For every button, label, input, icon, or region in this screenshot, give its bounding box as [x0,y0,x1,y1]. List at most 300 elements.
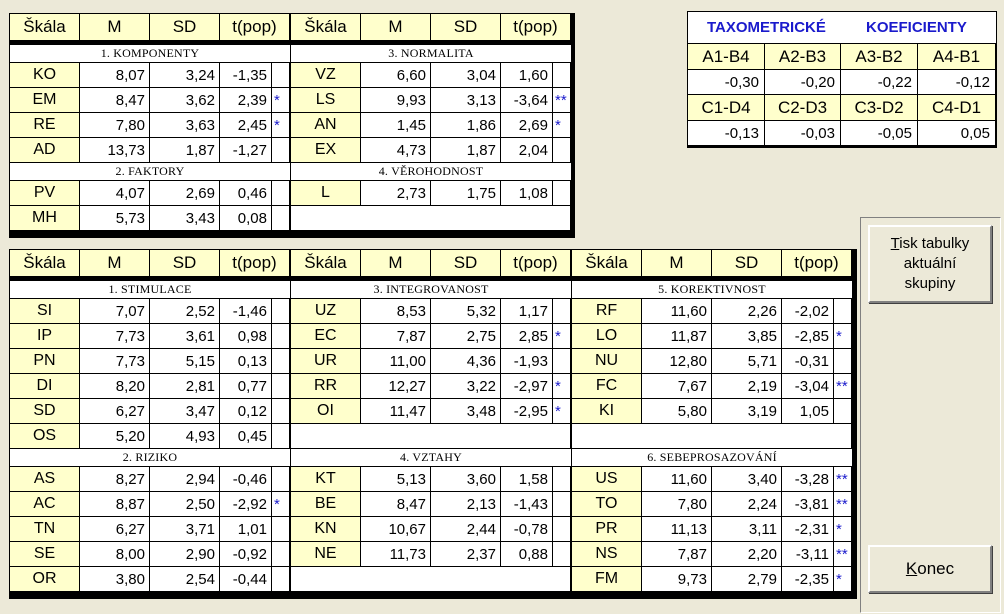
sd-value: 2,26 [712,299,782,323]
table-row [291,349,571,373]
table-row [10,138,290,162]
significance-mark [553,138,571,162]
sd-header: SD [150,14,220,40]
section-title: 1. KOMPONENTY [10,45,290,62]
table-row [10,399,290,423]
end-button[interactable] [868,545,992,593]
t-value: 2,04 [501,138,553,162]
significance-mark: * [834,324,852,348]
table-row [10,206,290,230]
significance-mark: * [834,567,852,591]
table-row [291,517,571,541]
table-row [291,399,571,423]
significance-mark: * [272,492,290,516]
significance-mark: * [553,399,571,423]
table-row [10,424,290,448]
significance-mark [272,63,290,87]
scale-header: Škála [10,250,80,276]
sd-header: SD [431,250,501,276]
significance-mark [553,349,571,373]
taxo-title [688,12,996,43]
significance-mark [272,349,290,373]
t-value: -3,11 [782,542,834,566]
sd-value: 3,04 [431,63,501,87]
mean-value: 7,80 [80,113,150,137]
scale-name: VZ [291,63,361,87]
sd-value: 3,71 [150,517,220,541]
scale-name: AN [291,113,361,137]
mean-value: 13,73 [80,138,150,162]
scale-name: SI [10,299,80,323]
sd-value: 3,13 [431,88,501,112]
m-header: M [361,250,431,276]
sd-value: 3,62 [150,88,220,112]
scale-name: OR [10,567,80,591]
table-row [10,517,290,541]
scale-name: OS [10,424,80,448]
t-value: -2,02 [782,299,834,323]
scale-name: RF [572,299,642,323]
scale-name: UZ [291,299,361,323]
table-row [572,517,852,541]
table-row [10,113,290,137]
scale-name: RR [291,374,361,398]
mean-value: 11,13 [642,517,712,541]
mean-value: 11,60 [642,299,712,323]
mean-value: 12,27 [361,374,431,398]
header-row [10,14,290,40]
mean-value: 7,67 [642,374,712,398]
taxo-pair-value: -0,13 [688,121,764,145]
top-stats-table [9,13,575,238]
t-header: t(pop) [220,14,290,40]
significance-mark: ** [834,542,852,566]
table-row [291,138,571,162]
scale-name: PN [10,349,80,373]
header-row [291,14,571,40]
table-row [572,467,852,491]
sd-value: 3,63 [150,113,220,137]
sd-value: 4,36 [431,349,501,373]
t-value: 1,58 [501,467,553,491]
significance-mark [272,517,290,541]
t-value: -0,44 [220,567,272,591]
t-value: 0,98 [220,324,272,348]
mean-value: 11,60 [642,467,712,491]
table-row [291,88,571,112]
significance-mark [272,399,290,423]
t-value: 1,01 [220,517,272,541]
taxo-title-left: TAXOMETRICKÉ [707,19,826,36]
taxo-pair-value: -0,12 [918,70,995,94]
table-row [10,324,290,348]
t-value: -0,46 [220,467,272,491]
sd-value: 2,69 [150,181,220,205]
print-mnemonic: T [890,235,900,252]
mean-value: 5,13 [361,467,431,491]
sd-value: 3,85 [712,324,782,348]
scale-name: KN [291,517,361,541]
significance-mark: * [553,374,571,398]
scale-name: AS [10,467,80,491]
mean-value: 11,73 [361,542,431,566]
scale-name: EC [291,324,361,348]
print-table-label [891,234,970,294]
mean-value: 7,87 [642,542,712,566]
t-value: 0,77 [220,374,272,398]
t-value: 0,08 [220,206,272,230]
t-value: 2,69 [501,113,553,137]
sd-value: 1,87 [150,138,220,162]
m-header: M [80,14,150,40]
table-row [10,492,290,516]
sd-value: 3,47 [150,399,220,423]
empty-row [291,206,571,230]
mean-value: 8,20 [80,374,150,398]
taxo-title-right: KOEFICIENTY [866,19,967,36]
t-value: -2,85 [782,324,834,348]
t-value: 0,12 [220,399,272,423]
scale-name: KI [572,399,642,423]
taxo-pair-value: -0,03 [765,121,840,145]
taxo-pair-value: -0,05 [841,121,917,145]
t-value: 2,85 [501,324,553,348]
significance-mark: * [553,324,571,348]
sd-value: 2,24 [712,492,782,516]
mean-value: 6,27 [80,399,150,423]
t-header: t(pop) [501,250,571,276]
t-value: 0,46 [220,181,272,205]
empty-row [572,424,852,448]
taxo-pair-value: 0,05 [918,121,995,145]
mean-value: 4,73 [361,138,431,162]
mean-value: 7,87 [361,324,431,348]
t-value: -0,78 [501,517,553,541]
t-value: -3,28 [782,467,834,491]
t-header: t(pop) [782,250,852,276]
t-value: 1,17 [501,299,553,323]
scale-name: AC [10,492,80,516]
sd-value: 1,86 [431,113,501,137]
scale-name: NE [291,542,361,566]
scale-header: Škála [291,250,361,276]
taxo-pair-label: A2-B3 [765,44,840,69]
significance-mark [553,299,571,323]
scale-name: US [572,467,642,491]
significance-mark [272,567,290,591]
t-header: t(pop) [501,14,571,40]
table-row [10,181,290,205]
taxo-pair-label: A3-B2 [841,44,917,69]
m-header: M [361,14,431,40]
scale-name: AD [10,138,80,162]
sd-value: 2,50 [150,492,220,516]
mean-value: 8,27 [80,467,150,491]
sd-value: 2,54 [150,567,220,591]
mean-value: 5,73 [80,206,150,230]
taxo-pair-label: A4-B1 [918,44,995,69]
header-row [291,250,571,276]
sd-value: 2,81 [150,374,220,398]
t-value: 0,13 [220,349,272,373]
mean-value: 8,47 [361,492,431,516]
significance-mark: * [553,113,571,137]
significance-mark: ** [553,88,571,112]
mean-value: 7,73 [80,349,150,373]
table-row [291,181,571,205]
significance-mark: * [834,517,852,541]
table-row [291,299,571,323]
significance-mark: ** [834,467,852,491]
t-value: -1,27 [220,138,272,162]
significance-mark [553,492,571,516]
table-row [10,299,290,323]
t-value: -3,64 [501,88,553,112]
sd-value: 4,93 [150,424,220,448]
section-title: 5. KOREKTIVNOST [572,281,852,298]
table-row [10,374,290,398]
mean-value: 11,87 [642,324,712,348]
mean-value: 7,73 [80,324,150,348]
t-value: 1,08 [501,181,553,205]
sd-value: 2,37 [431,542,501,566]
scale-name: TN [10,517,80,541]
t-value: -0,31 [782,349,834,373]
sd-value: 3,48 [431,399,501,423]
scale-header: Škála [10,14,80,40]
t-value: 1,05 [782,399,834,423]
sd-value: 3,11 [712,517,782,541]
scale-name: NS [572,542,642,566]
mean-value: 6,27 [80,517,150,541]
t-value: -2,97 [501,374,553,398]
section-title: 1. STIMULACE [10,281,290,298]
significance-mark: ** [834,374,852,398]
t-value: -0,92 [220,542,272,566]
sd-value: 3,43 [150,206,220,230]
table-row [10,567,290,591]
mean-value: 6,60 [361,63,431,87]
sd-value: 2,20 [712,542,782,566]
scale-name: TO [572,492,642,516]
t-value: 0,88 [501,542,553,566]
scale-name: PV [10,181,80,205]
scale-name: KT [291,467,361,491]
mean-value: 8,07 [80,63,150,87]
sd-value: 2,44 [431,517,501,541]
scale-name: LS [291,88,361,112]
significance-mark [272,374,290,398]
sd-value: 5,32 [431,299,501,323]
scale-name: RE [10,113,80,137]
significance-mark [272,424,290,448]
sd-header: SD [431,14,501,40]
significance-mark [553,181,571,205]
significance-mark [553,542,571,566]
mean-value: 12,80 [642,349,712,373]
sd-value: 2,13 [431,492,501,516]
table-row [572,324,852,348]
sd-value: 2,94 [150,467,220,491]
significance-mark: * [272,113,290,137]
mean-value: 8,53 [361,299,431,323]
end-label [906,559,954,579]
significance-mark [272,138,290,162]
significance-mark [272,181,290,205]
scale-name: NU [572,349,642,373]
taxo-pair-value: -0,20 [765,70,840,94]
table-row [572,492,852,516]
significance-mark [834,349,852,373]
scale-name: IP [10,324,80,348]
mean-value: 2,73 [361,181,431,205]
scale-header: Škála [291,14,361,40]
mean-value: 7,80 [642,492,712,516]
scale-name: FM [572,567,642,591]
sd-value: 3,22 [431,374,501,398]
table-row [291,492,571,516]
scale-name: OI [291,399,361,423]
t-value: 1,60 [501,63,553,87]
t-value: -2,95 [501,399,553,423]
sd-value: 3,60 [431,467,501,491]
mean-value: 4,07 [80,181,150,205]
significance-mark: ** [834,492,852,516]
end-mnemonic: K [905,559,918,578]
print-line3: skupiny [904,275,956,292]
mean-value: 7,07 [80,299,150,323]
scale-name: MH [10,206,80,230]
sd-value: 3,24 [150,63,220,87]
section-title: 3. NORMALITA [291,45,571,62]
significance-mark [272,299,290,323]
mean-value: 8,00 [80,542,150,566]
significance-mark: * [272,88,290,112]
significance-mark [272,206,290,230]
t-value: -1,35 [220,63,272,87]
t-value: -1,93 [501,349,553,373]
taxo-pair-label: C1-D4 [688,95,764,120]
table-row [10,542,290,566]
sd-value: 2,90 [150,542,220,566]
taxo-pair-value: -0,22 [841,70,917,94]
sd-value: 1,87 [431,138,501,162]
section-title: 2. RIZIKO [10,449,290,466]
table-row [572,299,852,323]
scale-name: EX [291,138,361,162]
t-value: 2,39 [220,88,272,112]
table-row [291,113,571,137]
section-title: 2. FAKTORY [10,163,290,180]
table-row [291,63,571,87]
scale-name: SE [10,542,80,566]
mean-value: 5,80 [642,399,712,423]
print-line1: isk tabulky [899,235,970,252]
taxo-pair-label: C3-D2 [841,95,917,120]
t-value: -2,92 [220,492,272,516]
t-value: -2,35 [782,567,834,591]
m-header: M [642,250,712,276]
taxo-pair-label: A1-B4 [688,44,764,69]
table-row [10,63,290,87]
table-row [291,374,571,398]
table-row [572,374,852,398]
scale-name: PR [572,517,642,541]
section-title: 4. VZTAHY [291,449,571,466]
sd-value: 3,61 [150,324,220,348]
taxo-pair-value: -0,30 [688,70,764,94]
sd-value: 2,75 [431,324,501,348]
significance-mark [834,299,852,323]
table-row [572,349,852,373]
m-header: M [80,250,150,276]
sd-value: 3,19 [712,399,782,423]
taxo-pair-label: C4-D1 [918,95,995,120]
table-row [572,567,852,591]
significance-mark [272,542,290,566]
mean-value: 8,87 [80,492,150,516]
mean-value: 9,93 [361,88,431,112]
mean-value: 5,20 [80,424,150,448]
table-row [572,399,852,423]
print-table-button[interactable] [868,225,992,303]
sd-header: SD [150,250,220,276]
sd-header: SD [712,250,782,276]
table-row [10,349,290,373]
scale-name: EM [10,88,80,112]
sd-value: 5,71 [712,349,782,373]
t-value: -2,31 [782,517,834,541]
mean-value: 11,00 [361,349,431,373]
mean-value: 3,80 [80,567,150,591]
table-row [291,467,571,491]
mean-value: 1,45 [361,113,431,137]
t-value: -3,81 [782,492,834,516]
scale-name: BE [291,492,361,516]
mean-value: 10,67 [361,517,431,541]
scale-name: UR [291,349,361,373]
t-value: 2,45 [220,113,272,137]
empty-row [291,567,571,591]
empty-row [291,424,571,448]
t-value: -1,46 [220,299,272,323]
scale-name: FC [572,374,642,398]
sd-value: 1,75 [431,181,501,205]
t-value: -1,43 [501,492,553,516]
significance-mark [834,399,852,423]
bottom-stats-table [9,249,857,599]
section-title: 6. SEBEPROSAZOVÁNÍ [572,449,852,466]
significance-mark [553,517,571,541]
table-row [10,467,290,491]
end-rest: onec [917,559,955,578]
header-row [572,250,852,276]
table-row [10,88,290,112]
print-line2: aktuální [903,255,957,272]
scale-name: DI [10,374,80,398]
scale-header: Škála [572,250,642,276]
header-row [10,250,290,276]
table-row [572,542,852,566]
mean-value: 8,47 [80,88,150,112]
sd-value: 3,40 [712,467,782,491]
significance-mark [272,324,290,348]
section-title: 3. INTEGROVANOST [291,281,571,298]
t-value: -3,04 [782,374,834,398]
taxo-pair-label: C2-D3 [765,95,840,120]
scale-name: KO [10,63,80,87]
taxometric-coefficients-panel [687,11,997,148]
